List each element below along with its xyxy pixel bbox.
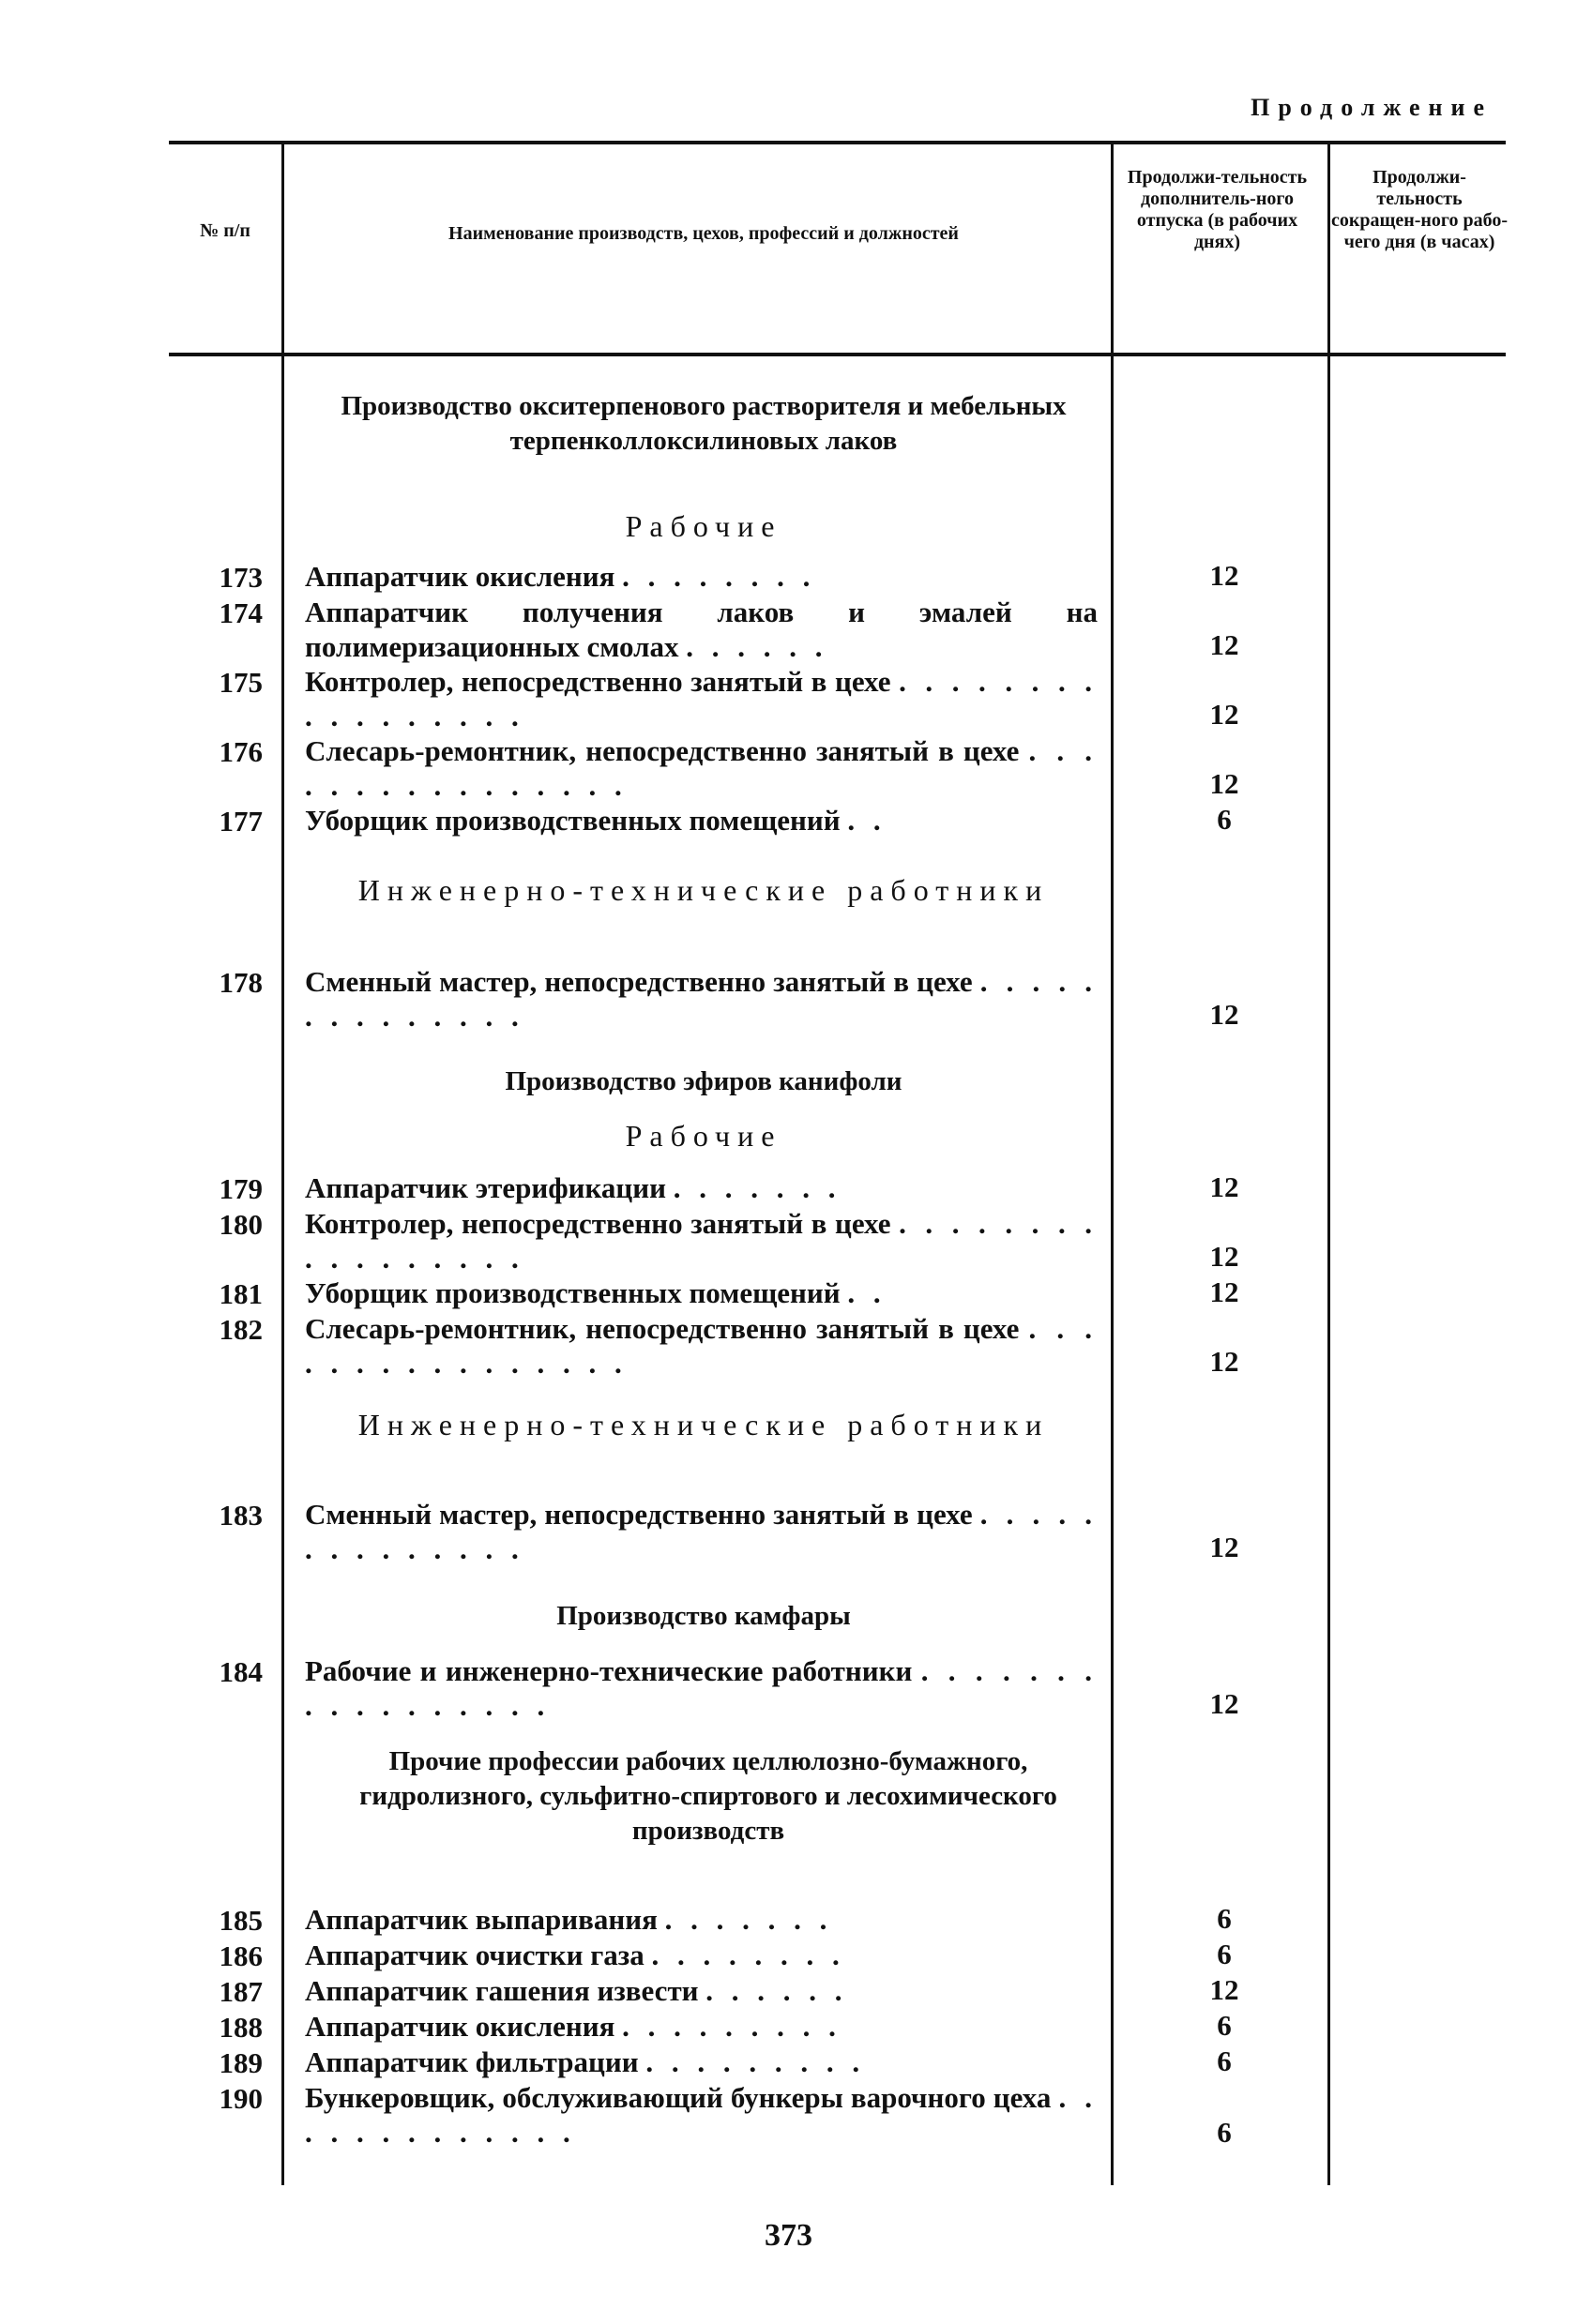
row-number: 175 [219, 666, 263, 699]
row-text: Контролер, непосредственно занятый в цехе . . . . . . . . . . . . . . . . . [305, 665, 1099, 732]
row-text: Аппаратчик этерификации . . . . . . . [305, 1171, 842, 1204]
row-value: 6 [1217, 2116, 1232, 2149]
row-text: Контролер, непосредственно занятый в цехе . . . . . . . . . . . . . . . . . [305, 1207, 1099, 1275]
row-text: Слесарь-ремонтник, непосредственно занятый в цехе . . . . . . . . . . . . . . . . [305, 1312, 1098, 1380]
row-text: Бункеровщик, обслуживающий бункеры варочного цеха . . . . . . . . . . . . . [305, 2081, 1099, 2149]
header-short-day: Продолжи-тельность сокращен-ного рабо-чего дня (в часах) [1330, 167, 1509, 252]
row-value: 12 [1209, 1240, 1239, 1273]
header-name: Наименование производств, цехов, профессий и должностей [448, 223, 959, 244]
row-number: 189 [219, 2046, 263, 2079]
row-value: 12 [1209, 1170, 1239, 1203]
row-number: 181 [219, 1277, 263, 1310]
row-value: 12 [1209, 628, 1239, 661]
continued-label: Продолжение [1251, 94, 1493, 121]
row-value: 12 [1209, 1973, 1239, 2006]
row-text: Сменный мастер, непосредственно занятый в цехе . . . . . . . . . . . . . . [305, 1498, 1099, 1565]
row-value: 12 [1209, 698, 1239, 731]
row-text: Аппаратчик очистки газа . . . . . . . . [305, 1939, 845, 1971]
row-value: 6 [1217, 1938, 1232, 1970]
subsection-title: Инженерно-технические работники [357, 873, 1050, 907]
row-text: Аппаратчик фильтрации . . . . . . . . . [305, 2045, 866, 2078]
row-value: 12 [1209, 1275, 1239, 1308]
subsection-title: Рабочие [625, 1119, 782, 1153]
row-text: Аппаратчик гашения извести . . . . . . [305, 1974, 848, 2007]
page-number: 373 [765, 2218, 812, 2253]
row-number: 184 [219, 1655, 263, 1688]
section-title: Прочие профессии рабочих целлюлозно-бумажного, гидролизного, сульфитно-спиртового и лесохимического производств [359, 1746, 1057, 1846]
row-text: Аппаратчик выпаривания . . . . . . . [305, 1903, 833, 1936]
header-extra-leave: Продолжи-тельность дополнитель-ного отпуска (в рабочих днях) [1127, 167, 1308, 252]
row-number: 188 [219, 2011, 263, 2044]
row-value: 6 [1217, 1902, 1232, 1935]
row-number: 178 [219, 966, 263, 999]
row-value: 12 [1209, 1531, 1239, 1563]
row-number: 176 [219, 735, 263, 768]
row-number: 173 [219, 561, 263, 594]
row-text: Уборщик производственных помещений . . [305, 804, 887, 837]
row-text: Рабочие и инженерно-технические работники . . . . . . . . . . . . . . . . . [305, 1654, 1098, 1722]
column-divider-2 [1111, 141, 1114, 2185]
row-number: 179 [219, 1172, 263, 1205]
table-top-rule [169, 141, 1506, 144]
row-value: 12 [1209, 1345, 1239, 1378]
row-text: Аппаратчик получения лаков и эмалей на полимеризационных смолах . . . . . . [305, 596, 1098, 663]
row-number: 180 [219, 1208, 263, 1241]
column-divider-3 [1327, 141, 1330, 2185]
header-number: № п/п [200, 220, 250, 241]
row-value: 12 [1209, 559, 1239, 592]
row-number: 185 [219, 1904, 263, 1937]
row-number: 187 [219, 1975, 263, 2008]
row-number: 177 [219, 805, 263, 838]
section-title: Производство эфиров канифоли [505, 1066, 902, 1096]
row-value: 6 [1217, 803, 1232, 836]
row-value: 6 [1217, 2045, 1232, 2077]
row-text: Аппаратчик окисления . . . . . . . . [305, 560, 816, 593]
row-text: Уборщик производственных помещений . . [305, 1276, 887, 1309]
row-text: Аппаратчик окисления . . . . . . . . . [305, 2010, 842, 2043]
row-text: Слесарь-ремонтник, непосредственно занятый в цехе . . . . . . . . . . . . . . . . [305, 734, 1098, 802]
row-number: 183 [219, 1499, 263, 1532]
row-number: 182 [219, 1313, 263, 1346]
row-number: 186 [219, 1939, 263, 1972]
table-header-rule [169, 353, 1506, 356]
row-value: 12 [1209, 767, 1239, 800]
row-value: 12 [1209, 998, 1239, 1031]
column-divider-1 [281, 141, 284, 2185]
subsection-title: Рабочие [625, 509, 782, 543]
subsection-title: Инженерно-технические работники [357, 1408, 1050, 1441]
row-value: 12 [1209, 1687, 1239, 1720]
row-number: 174 [219, 596, 263, 629]
section-title: Производство камфары [556, 1601, 851, 1631]
section-title: Производство окситерпенового растворителя и мебельных терпенколлоксилиновых лаков [341, 391, 1067, 456]
row-value: 6 [1217, 2009, 1232, 2042]
row-text: Сменный мастер, непосредственно занятый в цехе . . . . . . . . . . . . . . [305, 965, 1099, 1033]
row-number: 190 [219, 2082, 263, 2115]
